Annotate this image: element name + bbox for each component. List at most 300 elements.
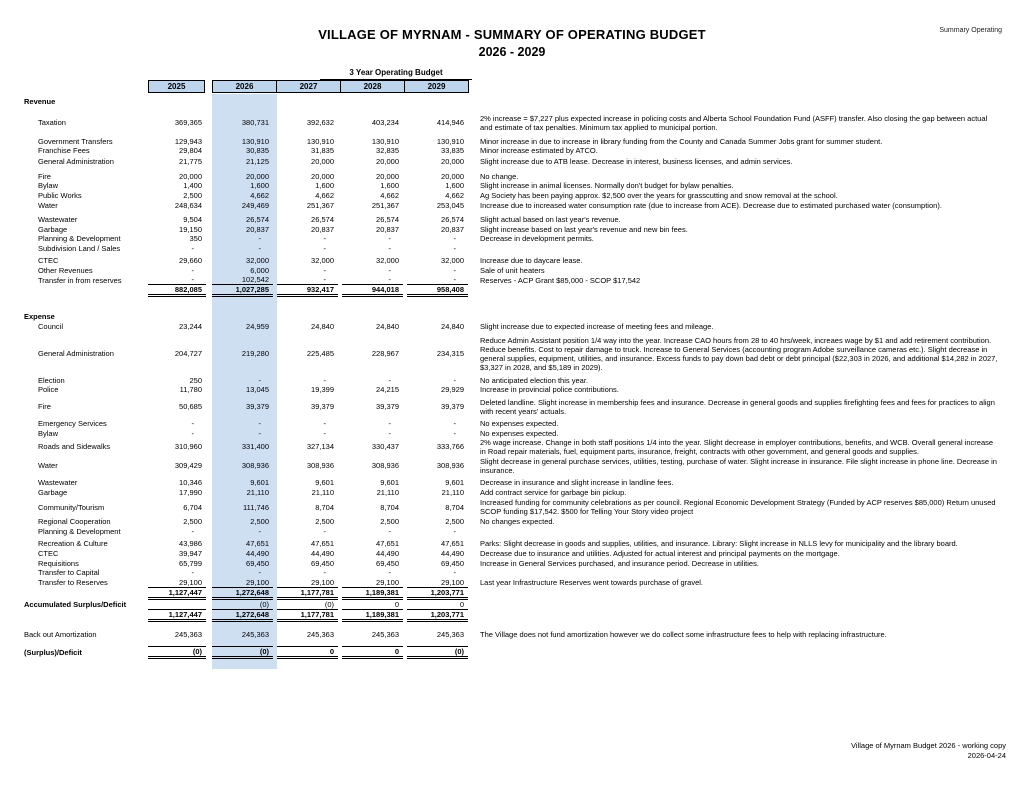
cell-2028: 20,837 (376, 224, 399, 234)
row-note: Increase due to increased water consumption rate (due to increase from ACE). Decrease due to estimated purchased water (consumption). (480, 201, 942, 211)
row-note: No changes expected. (480, 517, 555, 527)
cell-2029: 26,574 (441, 215, 464, 225)
cell-2025: - (148, 275, 206, 285)
row-label: Garbage (38, 487, 68, 497)
row-label: Accumulated Surplus/Deficit (24, 600, 127, 610)
cell-2029: 130,910 (436, 136, 464, 146)
cell-2027: 932,417 (277, 285, 338, 297)
cell-2026: 2,500 (250, 517, 269, 527)
cell-2027: - (323, 568, 326, 578)
cell-2027: 0 (277, 646, 338, 659)
cell-2027: (0) (277, 600, 338, 610)
row-note: Ag Society has been paying approx. $2,500 over the years for grasscutting and snow removal at the school. (480, 190, 838, 200)
cell-2029: 32,000 (441, 256, 464, 266)
cell-2029: 20,000 (441, 171, 464, 181)
cell-2029: 958,408 (407, 285, 468, 297)
cell-2028: 9,601 (380, 478, 399, 488)
cell-2028: 20,000 (376, 157, 399, 167)
cell-2028: 29,100 (342, 578, 403, 588)
row-label: Government Transfers (38, 136, 113, 146)
cell-2029: 29,929 (441, 385, 464, 395)
table-row (24, 137, 1004, 147)
cell-2028: 245,363 (371, 629, 399, 639)
cell-2029: 1,203,771 (407, 610, 468, 622)
row-note: No expenses expected. (480, 418, 559, 428)
table-row (24, 600, 1004, 610)
page-title: VILLAGE OF MYRNAM - SUMMARY OF OPERATING BUDGET (318, 27, 706, 42)
table-row (24, 588, 1004, 600)
row-label: Roads and Sidewalks (38, 442, 111, 452)
cell-2026: 24,959 (246, 322, 269, 332)
cell-2025: 10,346 (179, 478, 202, 488)
table-row (24, 215, 1004, 225)
cell-2029: 245,363 (436, 629, 464, 639)
table-row (24, 256, 1004, 266)
cell-2027: - (323, 243, 326, 253)
cell-2025: 129,943 (174, 136, 202, 146)
row-label: Fire (38, 171, 51, 181)
cell-2028: - (388, 234, 391, 244)
cell-2025: 43,986 (179, 538, 202, 548)
year-header-2028: 2028 (340, 80, 405, 93)
table-row (24, 549, 1004, 559)
cell-2026: 1,027,285 (212, 285, 273, 297)
table-row (24, 398, 1004, 416)
table-row (24, 419, 1004, 429)
table-row (24, 244, 1004, 254)
cell-2025: 1,127,447 (148, 610, 206, 622)
table-row (24, 234, 1004, 244)
row-note: No anticipated election this year. (480, 375, 588, 385)
cell-2029: 414,946 (436, 118, 464, 128)
cell-2026: - (258, 234, 261, 244)
cell-2027: 225,485 (306, 349, 334, 358)
cell-2029: - (453, 234, 456, 244)
row-label: CTEC (38, 256, 59, 266)
cell-2026: 30,835 (246, 146, 269, 156)
cell-2025: 23,244 (179, 322, 202, 332)
cell-2028: - (388, 568, 391, 578)
cell-2029: 4,662 (445, 190, 464, 200)
row-label: General Administration (38, 349, 114, 358)
row-label: Wastewater (38, 478, 78, 488)
table-row (24, 428, 1004, 438)
row-note: Reduce Admin Assistant position 1/4 way into the year. Increase CAO hours from 28 to 40 hrs/week, increaes wage by $1 and add retirement contribution. Reduce benefits. Cost to repair damage to truck. Increase to General Services (accounting program Adobe surveillance cameras etc.). Slight decrease in general supplies, equipment, utilities, and insurance. Excess funds to pay down bad debt or debt principal ($22,303 in 2026, and additional $14,282 in 2027, $3,327 in 2028, and $5,189 in 2029). (480, 335, 998, 372)
row-note: Increase due to daycare lease. (480, 256, 583, 266)
cell-2028: 130,910 (371, 136, 399, 146)
table-row (24, 191, 1004, 201)
cell-2026: 20,837 (246, 224, 269, 234)
cell-2029: 24,840 (441, 322, 464, 332)
cell-2026 (212, 97, 273, 107)
cell-2028: 944,018 (342, 285, 403, 297)
cell-2026: 380,731 (241, 118, 269, 128)
cell-2025: 2,500 (183, 517, 202, 527)
cell-2026: 1,272,648 (212, 610, 273, 622)
cell-2028: 2,500 (380, 517, 399, 527)
cell-2029: 39,379 (441, 402, 464, 412)
cell-2026: 9,601 (250, 478, 269, 488)
cell-2029 (407, 97, 468, 107)
row-note: Increase in General Services purchased, and insurance period. Decrease in utilities. (480, 558, 759, 568)
cell-2025: 11,780 (179, 385, 202, 395)
page-subtitle: 2026 - 2029 (478, 45, 546, 59)
table-row (24, 201, 1004, 211)
cell-2025: 1,127,447 (148, 588, 206, 600)
cell-2028: 0 (342, 646, 403, 659)
row-label: Planning & Development (38, 234, 121, 244)
cell-2029: 2,500 (445, 517, 464, 527)
cell-2029: 33,835 (441, 146, 464, 156)
cell-2025: - (191, 418, 194, 428)
cell-2026: - (258, 243, 261, 253)
cell-2029: 1,203,771 (407, 588, 468, 600)
table-row (24, 610, 1004, 622)
cell-2026: - (258, 428, 261, 438)
row-note: Decrease in development permits. (480, 234, 594, 244)
cell-2028: 0 (342, 600, 403, 610)
cell-2028: - (388, 526, 391, 536)
cell-2029: - (453, 418, 456, 428)
cell-2026: 47,651 (246, 538, 269, 548)
table-row (24, 568, 1004, 578)
cell-2025: 310,960 (174, 442, 202, 452)
row-note: Deleted landline. Slight increase in membership fees and insurance. Decrease in general goods and supplies firefighting fees and fees for practices to align with recent years' actuals. (480, 397, 995, 416)
cell-2028: 24,840 (376, 322, 399, 332)
cell-2027: 29,100 (277, 578, 338, 588)
cell-2025 (148, 97, 206, 107)
cell-2028: 20,000 (376, 171, 399, 181)
cell-2028: 69,450 (376, 558, 399, 568)
cell-2026: 130,910 (241, 136, 269, 146)
table-row (24, 438, 1004, 456)
cell-2029: 253,045 (436, 201, 464, 211)
table-row (24, 275, 1004, 285)
footer-line-1: Village of Myrnam Budget 2026 - working copy (851, 741, 1006, 750)
row-label: Water (38, 201, 58, 211)
cell-2028: 39,379 (376, 402, 399, 412)
cell-2027: - (323, 375, 326, 385)
cell-2027: 24,840 (311, 322, 334, 332)
cell-2027: 20,000 (311, 157, 334, 167)
cell-2026: 44,490 (246, 549, 269, 559)
cell-2027: 1,177,781 (277, 588, 338, 600)
cell-2028: 26,574 (376, 215, 399, 225)
three-year-budget-label: 3 Year Operating Budget (320, 68, 472, 80)
cell-2026: (0) (212, 600, 273, 610)
table-row (24, 527, 1004, 537)
cell-2027: 21,110 (311, 487, 334, 497)
cell-2025: 29,660 (179, 256, 202, 266)
cell-2028: 24,215 (376, 385, 399, 395)
cell-2029: (0) (407, 646, 468, 659)
row-label: Requisitions (38, 558, 79, 568)
cell-2028: 1,189,381 (342, 610, 403, 622)
table-row (24, 336, 1004, 372)
table-row (24, 114, 1004, 132)
cell-2027: 19,399 (311, 385, 334, 395)
cell-2025: 2,500 (183, 190, 202, 200)
cell-2026: 32,000 (246, 256, 269, 266)
cell-2026: 39,379 (246, 402, 269, 412)
cell-2028: 4,662 (380, 190, 399, 200)
row-note: Slight increase in animal licenses. Normally don't budget for bylaw penalties. (480, 181, 734, 191)
cell-2027: - (277, 275, 338, 285)
cell-2027: - (323, 266, 326, 276)
row-label: Revenue (24, 97, 56, 107)
cell-2029: 20,837 (441, 224, 464, 234)
cell-2028 (342, 311, 403, 321)
row-label: Garbage (38, 224, 68, 234)
row-note: Parks: Slight decrease in goods and supplies, utilities, and insurance. Library: Slight increase in NLLS levy for municipality and the library board. (480, 538, 958, 548)
row-note: Minor increase estimated by ATCO. (480, 146, 598, 156)
cell-2025: 882,085 (148, 285, 206, 297)
cell-2025: 19,150 (179, 224, 202, 234)
cell-2025: - (191, 526, 194, 536)
cell-2025 (148, 311, 206, 321)
row-note: Decrease due to insurance and utilities. Adjusted for actual interest and principal payments on the mortgage. (480, 549, 840, 559)
cell-2025: - (191, 266, 194, 276)
cell-2029: 1,600 (445, 181, 464, 191)
section-header-row (24, 311, 1004, 321)
cell-2026: - (258, 568, 261, 578)
cell-2027: - (323, 418, 326, 428)
cell-2026: 4,662 (250, 190, 269, 200)
row-label: Transfer to Reserves (38, 578, 108, 588)
row-note: The Village does not fund amortization however we do collect some infrastructure fees to help with replacing infrastructure. (480, 629, 887, 639)
cell-2029: 69,450 (441, 558, 464, 568)
table-row (24, 285, 1004, 297)
cell-2025: 248,634 (174, 201, 202, 211)
row-note: Slight increase based on last year's revenue and new bin fees. (480, 224, 688, 234)
year-header-2029: 2029 (404, 80, 469, 93)
cell-2026: 26,574 (246, 215, 269, 225)
row-note: Last year Infrastructure Reserves went towards purchase of gravel. (480, 578, 704, 588)
cell-2028: 330,437 (371, 442, 399, 452)
table-row (24, 498, 1004, 516)
cell-2026: 6,000 (250, 266, 269, 276)
cell-2025: 369,365 (174, 118, 202, 128)
cell-2025: 1,400 (183, 181, 202, 191)
cell-2027 (277, 97, 338, 107)
document-footer (851, 741, 1006, 761)
cell-2025: 245,363 (174, 629, 202, 639)
table-row (24, 646, 1004, 659)
table-row (24, 457, 1004, 475)
cell-2028: 21,110 (376, 487, 399, 497)
cell-2027: 8,704 (315, 502, 334, 512)
cell-2026: 21,125 (246, 157, 269, 167)
table-row (24, 517, 1004, 527)
table-row (24, 630, 1004, 640)
row-label: Council (38, 322, 64, 332)
row-note: Slight increase due to ATB lease. Decrease in interest, business licenses, and admin services. (480, 157, 793, 167)
cell-2028: 403,234 (371, 118, 399, 128)
row-label: Franchise Fees (38, 146, 90, 156)
cell-2029: - (453, 428, 456, 438)
row-label: Public Works (38, 190, 82, 200)
table-row (24, 385, 1004, 395)
row-note: Increased funding for community celebrations as per council. Regional Economic Development Strategy (Funded by ACP reserves $85,000) Return unused SCOP funding $17,542. $500 for Telling Your Story video project (480, 498, 996, 517)
row-label: Taxation (38, 118, 66, 128)
cell-2027: 1,177,781 (277, 610, 338, 622)
footer-line-2: 2026-04-24 (967, 751, 1006, 760)
cell-2027: 44,490 (311, 549, 334, 559)
row-note: Slight increase due to expected increase of meeting fees and mileage. (480, 322, 714, 332)
cell-2027: - (323, 234, 326, 244)
cell-2025 (148, 600, 206, 610)
table-row (24, 538, 1004, 548)
cell-2028: 1,189,381 (342, 588, 403, 600)
cell-2028: 1,600 (380, 181, 399, 191)
cell-2027: 308,936 (306, 461, 334, 471)
row-label: Water (38, 461, 58, 471)
cell-2027: - (323, 526, 326, 536)
table-row (24, 322, 1004, 332)
year-header-2027: 2027 (276, 80, 341, 93)
cell-2029: 44,490 (441, 549, 464, 559)
cell-2027: 69,450 (311, 558, 334, 568)
cell-2027 (277, 311, 338, 321)
cell-2026: 249,469 (241, 201, 269, 211)
row-note: Increase in provincial police contributions. (480, 385, 619, 395)
row-note: 2% increase = $7,227 plus expected increase in policing costs and Alberta School Foundation Fund (ASFF) transfer. Also closing the gap between actual and estimate of tax penalties. Minimum tax applied to municipal portion. (480, 113, 988, 132)
cell-2028: 47,651 (376, 538, 399, 548)
row-label: Wastewater (38, 215, 78, 225)
cell-2025: 309,429 (174, 461, 202, 471)
cell-2025: - (191, 568, 194, 578)
cell-2025: - (191, 243, 194, 253)
cell-2029: 21,110 (441, 487, 464, 497)
cell-2026: 111,746 (243, 502, 269, 512)
row-label: Recreation & Culture (38, 538, 108, 548)
cell-2028: 308,936 (371, 461, 399, 471)
row-label: Emergency Services (38, 418, 107, 428)
table-row (24, 181, 1004, 191)
cell-2027: 130,910 (306, 136, 334, 146)
cell-2026: 245,363 (241, 629, 269, 639)
row-label: Other Revenues (38, 266, 93, 276)
cell-2029: 0 (407, 600, 468, 610)
cell-2026 (212, 311, 273, 321)
year-header-row (24, 80, 1004, 93)
cell-2025: 17,990 (179, 487, 202, 497)
cell-2029: 8,704 (445, 502, 464, 512)
table-row (24, 478, 1004, 488)
section-header-row (24, 97, 1004, 107)
table-row (24, 157, 1004, 167)
cell-2027: 245,363 (306, 629, 334, 639)
table-row (24, 171, 1004, 181)
cell-2026: 308,936 (241, 461, 269, 471)
cell-2028: - (342, 275, 403, 285)
cell-2025: 29,804 (179, 146, 202, 156)
row-label: Regional Cooperation (38, 517, 111, 527)
cell-2029: - (453, 266, 456, 276)
table-row (24, 224, 1004, 234)
cell-2026: - (258, 418, 261, 428)
row-label: Election (38, 375, 65, 385)
row-note: Sale of unit heaters (480, 266, 545, 276)
cell-2026: - (258, 526, 261, 536)
cell-2027: 2,500 (315, 517, 334, 527)
row-label: Bylaw (38, 428, 59, 438)
cell-2029: - (453, 568, 456, 578)
row-note: Add contract service for garbage bin pickup. (480, 487, 627, 497)
cell-2027: 20,837 (311, 224, 334, 234)
budget-table (24, 68, 1004, 659)
table-rows (24, 97, 1004, 659)
cell-2026: 1,600 (250, 181, 269, 191)
cell-2027: 47,651 (311, 538, 334, 548)
cell-2026: 1,272,648 (212, 588, 273, 600)
table-row (24, 376, 1004, 386)
year-header-2025: 2025 (148, 80, 205, 93)
table-row (24, 146, 1004, 156)
cell-2027: 251,367 (306, 201, 334, 211)
row-note: Slight actual based on last year's revenue. (480, 215, 621, 225)
cell-2027: - (323, 428, 326, 438)
cell-2029: - (453, 243, 456, 253)
cell-2028: - (388, 375, 391, 385)
row-label: (Surplus)/Deficit (24, 648, 82, 658)
row-note: No expenses expected. (480, 428, 559, 438)
row-label: Fire (38, 402, 51, 412)
cell-2029: - (453, 375, 456, 385)
cell-2027: 327,134 (306, 442, 334, 452)
cell-2029: 333,766 (436, 442, 464, 452)
cell-2026: 21,110 (246, 487, 269, 497)
cell-2028: - (388, 428, 391, 438)
cell-2025: 350 (189, 234, 202, 244)
cell-2028: - (388, 266, 391, 276)
year-header-2026: 2026 (212, 80, 277, 93)
cell-2028: 32,835 (376, 146, 399, 156)
cell-2026: 219,280 (241, 349, 269, 358)
cell-2025: 9,504 (183, 215, 202, 225)
cell-2025: 6,704 (183, 502, 202, 512)
row-label: CTEC (38, 549, 59, 559)
cell-2025: 21,775 (179, 157, 202, 167)
cell-2025: 250 (189, 375, 202, 385)
cell-2025: 65,799 (179, 558, 202, 568)
table-row (24, 558, 1004, 568)
row-note: Minor increase in due to increase in library funding from the County and Canada Summer Jobs grant for summer student. (480, 136, 883, 146)
cell-2027: 4,662 (315, 190, 334, 200)
cell-2026: 69,450 (246, 558, 269, 568)
row-label: Transfer to Capital (38, 568, 100, 578)
cell-2025: (0) (148, 646, 206, 659)
row-label: Police (38, 385, 59, 395)
row-label: Subdivision Land / Sales (38, 243, 121, 253)
cell-2026: 20,000 (246, 171, 269, 181)
cell-2027: 9,601 (315, 478, 334, 488)
cell-2027: 26,574 (311, 215, 334, 225)
cell-2029: 20,000 (441, 157, 464, 167)
sheet-tab-label: Summary Operating (939, 27, 1002, 34)
row-label: Planning & Development (38, 526, 121, 536)
cell-2028: 228,967 (371, 349, 399, 358)
cell-2027: 32,000 (311, 256, 334, 266)
cell-2027: 392,632 (306, 118, 334, 128)
cell-2026: 102,542 (212, 275, 273, 285)
row-note: Reserves - ACP Grant $85,000 - SCOP $17,542 (480, 275, 641, 285)
cell-2028: 251,367 (371, 201, 399, 211)
row-label: Expense (24, 311, 55, 321)
row-note: 2% wage increase. Change in both staff positions 1/4 into the year. Slight decrease in employer contributions, benefits, and WCB. Overall general increase in Road repair materials, fuel, equipment parts, insurance, freight, contracts with other government, and general goods and supplies. (480, 437, 994, 456)
row-label: Back out Amortization (24, 629, 97, 639)
cell-2029: - (453, 526, 456, 536)
